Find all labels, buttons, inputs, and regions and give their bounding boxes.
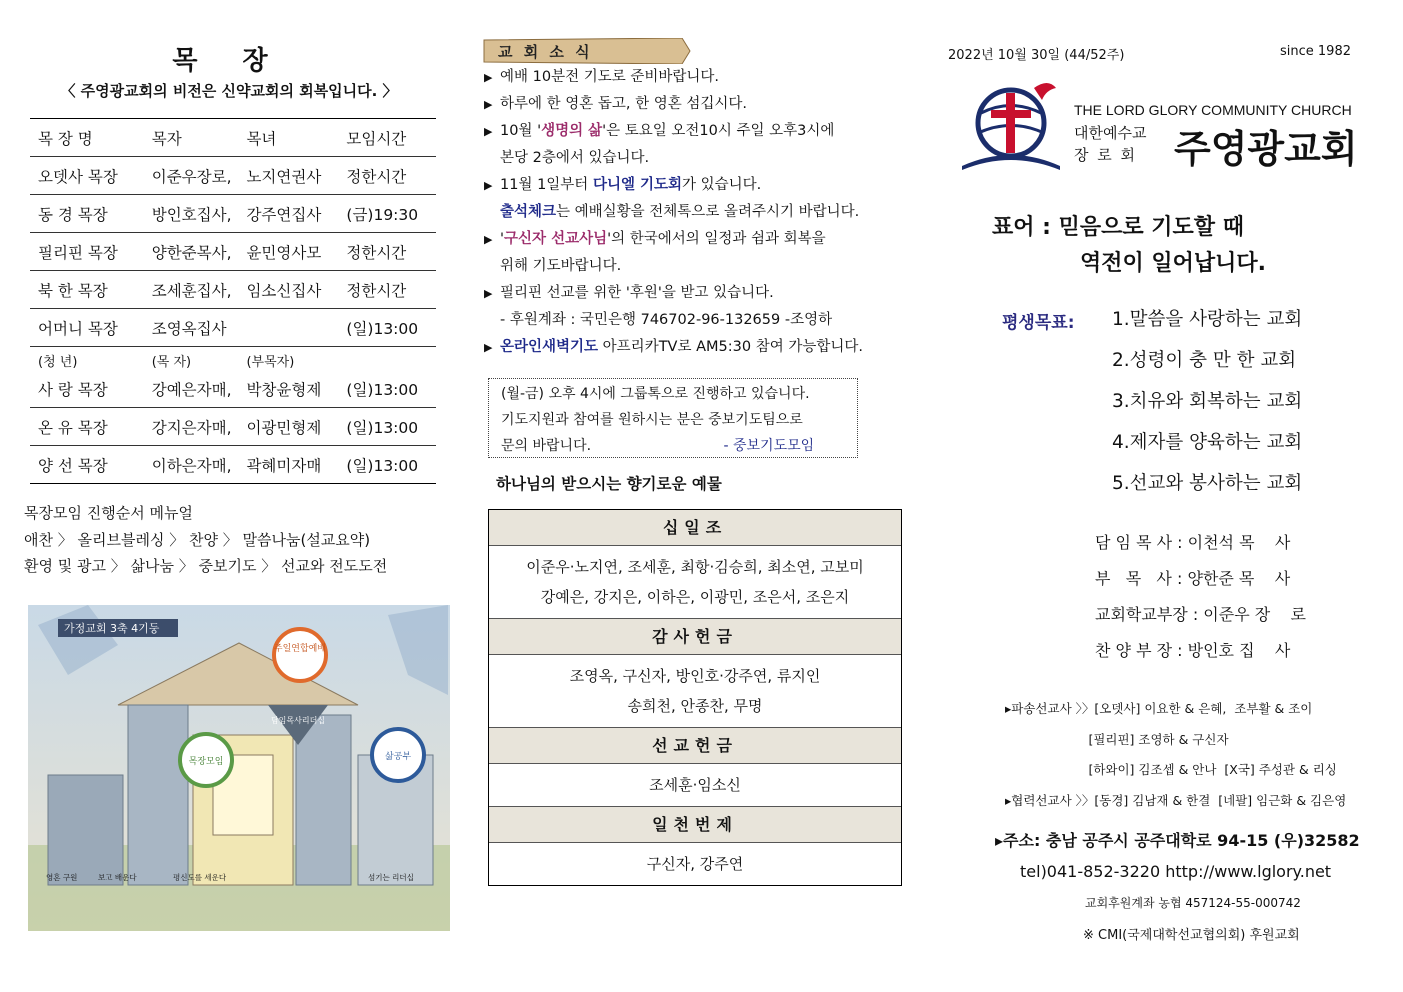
table-cell: (부목자)	[246, 355, 295, 370]
table-cell: (일)13:00	[338, 309, 436, 347]
staff-list	[1095, 530, 1306, 674]
circle1-text: 주일연합예배	[273, 644, 327, 654]
highlight-text: 구신자 선교사님	[504, 231, 608, 247]
meeting-order-menu	[24, 500, 387, 580]
table-cell: 온 유 목장	[30, 408, 144, 446]
table-cell: 목 장 명	[30, 119, 144, 157]
bullet-triangle-icon: ▶	[484, 233, 493, 246]
banner-text: 가정교회 3축 4기둥	[64, 622, 160, 635]
bottom-label-4: 섬기는 리더십	[368, 873, 414, 882]
offering-table	[488, 509, 902, 886]
box-line-1: (월-금) 오후 4시에 그룹톡으로 진행하고 있습니다.	[501, 386, 810, 402]
logo-denomination-1: 대한예수교	[1074, 124, 1147, 142]
table-cell: (일)13:00	[338, 446, 436, 484]
news-tag-text: 교 회 소 식	[498, 43, 593, 61]
motto-line-1: 표어 : 믿음으로 기도할 때	[992, 215, 1244, 240]
menu-line-1: 애찬 〉 올리브블레싱 〉 찬양 〉 말씀나눔(설교요약)	[24, 530, 371, 549]
staff-item: 찬 양 부 장 : 방인호 집 사	[1095, 641, 1291, 660]
table-cell: 목녀	[238, 119, 338, 157]
offering-name-line: 조영옥, 구신자, 방인호·강주연, 류지인	[569, 667, 821, 685]
table-cell: 조영옥집사	[144, 309, 239, 347]
news-text: 하루에 한 영혼 돕고, 한 영혼 섬깁시다.	[500, 96, 747, 112]
missionary-line: [필리핀] 조영하 & 구신자	[1005, 731, 1229, 747]
news-tag	[482, 38, 692, 64]
news-item	[470, 334, 900, 361]
news-item	[470, 118, 900, 172]
table-cell: 정한시간	[338, 233, 436, 271]
table-cell: 양 선 목장	[30, 446, 144, 484]
news-continuation: 위해 기도바랍니다.	[500, 258, 622, 274]
table-cell: 박창윤형제	[238, 370, 338, 408]
news-text: '	[500, 231, 504, 247]
staff-item: 담 임 목 사 : 이천석 목 사	[1095, 533, 1291, 552]
news-item	[470, 172, 900, 226]
news-continuation: 본당 2층에서 있습니다.	[500, 150, 650, 166]
box-line-3	[501, 433, 857, 459]
highlight-text: 출석체크	[500, 204, 557, 220]
news-item	[470, 226, 900, 280]
table-row	[30, 408, 436, 446]
offering-names	[489, 764, 901, 806]
table-subheader-row	[30, 347, 436, 371]
cmi-note: ※ CMI(국제대학선교협의회) 후원교회	[1083, 928, 1300, 943]
church-address: ▸주소: 충남 공주시 공주대학로 94-15 (우)32582	[995, 831, 1360, 850]
goal-item: 1.말씀을 사랑하는 교회	[1112, 309, 1303, 330]
lifetime-goals	[1112, 306, 1302, 511]
news-list	[470, 64, 900, 361]
offering-name-line: 강예은, 강지은, 이하은, 이광민, 조은서, 조은지	[540, 588, 850, 606]
missionary-line: ▸협력선교사 〉〉[동경] 김남재 & 한결 [네팔] 임근화 & 김은영	[1005, 792, 1347, 808]
table-cell: 곽혜미자매	[238, 446, 338, 484]
table-cell: (일)13:00	[338, 408, 436, 446]
support-account: 교회후원계좌 농협 457124-55-000742	[1085, 896, 1301, 910]
table-cell: 사 랑 목장	[30, 370, 144, 408]
highlight-text: 다니엘 기도회	[592, 177, 683, 193]
table-cell: 강주연집사	[238, 195, 338, 233]
table-cell: 목자	[144, 119, 239, 157]
bullet-triangle-icon: ▶	[484, 341, 493, 354]
logo-church-name: 주영광교회	[1174, 127, 1358, 171]
news-line	[500, 172, 900, 199]
news-text: 예배 10분전 기도로 준비바랍니다.	[500, 69, 719, 85]
news-item	[470, 280, 900, 334]
pillar-right	[296, 715, 351, 885]
church-logo	[956, 78, 1376, 178]
bottom-label-3: 평신도를 세운다	[173, 873, 227, 882]
bottom-label-1: 영혼 구원	[46, 873, 78, 882]
offering-name-line: 이준우·노지연, 조세훈, 최항·김승희, 최소연, 고보미	[526, 558, 864, 576]
logo-book-icon	[962, 155, 1060, 170]
table-cell: 양한준목사,	[144, 233, 239, 271]
table-cell: 정한시간	[338, 157, 436, 195]
news-text: '은 토요일 오전10시 주일 오후3시에	[602, 123, 835, 139]
logo-denomination-2: 장 로 회	[1074, 146, 1138, 164]
bulletin-date: 2022년 10월 30일 (44/52주)	[948, 48, 1125, 63]
table-row	[30, 157, 436, 195]
menu-title: 목장모임 진행순서 메뉴얼	[24, 504, 193, 522]
table-cell: (목 자)	[151, 355, 192, 370]
bullet-triangle-icon: ▶	[484, 287, 493, 300]
bottom-label-2: 보고 배운다	[98, 873, 137, 882]
news-line	[500, 334, 900, 361]
intercession-box	[488, 378, 858, 458]
center-text: 담임목사리더십	[270, 716, 326, 725]
news-line	[500, 226, 900, 253]
table-row	[30, 446, 436, 484]
mokjang-table	[30, 118, 436, 484]
offering-name-line: 구신자, 강주연	[646, 855, 744, 873]
table-cell	[238, 309, 338, 347]
table-row	[30, 195, 436, 233]
table-cell: 어머니 목장	[30, 309, 144, 347]
highlight-text: 온라인새벽기도	[500, 339, 599, 355]
missionary-list	[1005, 697, 1346, 819]
lifetime-goal-label: 평생목표:	[1002, 313, 1075, 333]
table-cell: 정한시간	[338, 271, 436, 309]
bullet-triangle-icon: ▶	[484, 125, 493, 138]
table-cell: 필리핀 목장	[30, 233, 144, 271]
offering-header: 일천번제	[489, 806, 901, 843]
table-cell: 강예은자매,	[144, 370, 239, 408]
news-line	[500, 280, 900, 307]
circle3-text: 삶공부	[384, 752, 412, 762]
table-cell: 이준우장로,	[144, 157, 239, 195]
table-cell: (청 년)	[38, 355, 78, 370]
news-item	[470, 91, 900, 118]
table-row	[30, 233, 436, 271]
table-cell: 강지은자매,	[144, 408, 239, 446]
table-cell	[338, 347, 436, 371]
offering-name-line: 조세훈·임소신	[649, 776, 741, 794]
motto-line-2: 역전이 일어납니다.	[1080, 251, 1267, 276]
missionary-line: ▸파송선교사 〉〉[오뎃사] 이요한 & 은혜, 조부활 & 조이	[1005, 701, 1313, 716]
offering-names	[489, 843, 901, 885]
highlight-text: 생명의 삶	[541, 123, 603, 139]
news-line	[500, 64, 900, 91]
offering-title: 하나님의 받으시는 향기로운 예물	[496, 475, 722, 493]
table-cell: 이하은자매,	[144, 446, 239, 484]
goal-item: 2.성령이 충 만 한 교회	[1112, 350, 1297, 371]
news-text: 가 있습니다.	[682, 177, 762, 193]
news-continuation: - 후원계좌 : 국민은행 746702-96-132659 -조영하	[500, 312, 833, 328]
table-cell: 동 경 목장	[30, 195, 144, 233]
table-cell: 북 한 목장	[30, 271, 144, 309]
church-contact[interactable]: tel)041-852-3220 http://www.lglory.net	[1020, 862, 1332, 881]
offering-name-line: 송희천, 안종찬, 무명	[627, 697, 763, 715]
missionary-line: [하와이] 김조셉 & 안나 [X국] 주성관 & 리싱	[1005, 762, 1337, 777]
news-item	[470, 64, 900, 91]
box-line-2: 기도지원과 참여를 원하시는 분은 중보기도팀으로	[501, 412, 803, 428]
table-row	[30, 370, 436, 408]
news-line	[500, 91, 900, 118]
news-text: 11월 1일부터	[500, 177, 593, 193]
logo-cross-icon	[1006, 93, 1015, 153]
table-cell: 이광민형제	[238, 408, 338, 446]
news-text: 10월 '	[500, 123, 542, 139]
table-cell: 노지연권사	[238, 157, 338, 195]
mokjang-title: 목 장	[172, 46, 286, 76]
offering-names	[489, 546, 901, 618]
staff-item: 교회학교부장 : 이준우 장 로	[1095, 605, 1307, 624]
table-cell: (금)19:30	[338, 195, 436, 233]
since-year: since 1982	[1280, 44, 1351, 59]
box-line-3-text: 문의 바랍니다.	[501, 438, 592, 454]
table-cell: 윤민영사모	[238, 233, 338, 271]
offering-header: 십일조	[489, 510, 901, 546]
circle2-text: 목장모임	[188, 757, 224, 767]
goal-item: 3.치유와 회복하는 교회	[1112, 391, 1303, 412]
offering-names	[489, 655, 901, 727]
table-row	[30, 309, 436, 347]
news-continuation	[500, 199, 900, 226]
goal-item: 5.선교와 봉사하는 교회	[1112, 473, 1303, 494]
logo-english-name: THE LORD GLORY COMMUNITY CHURCH	[1074, 102, 1352, 118]
staff-item: 부 목 사 : 양한준 목 사	[1095, 569, 1291, 588]
news-text: 필리핀 선교를 위한 '후원'을 받고 있습니다.	[500, 285, 774, 301]
offering-header: 감사헌금	[489, 618, 901, 655]
table-header-row	[30, 119, 436, 157]
offering-header: 선교헌금	[489, 727, 901, 764]
news-line	[500, 118, 900, 145]
bullet-triangle-icon: ▶	[484, 179, 493, 192]
table-cell: 방인호집사,	[144, 195, 239, 233]
circle-sunday-worship	[274, 629, 326, 681]
table-cell: (일)13:00	[338, 370, 436, 408]
pillar-left	[128, 705, 188, 885]
logo-dove-icon	[1034, 83, 1056, 100]
bullet-triangle-icon: ▶	[484, 71, 493, 84]
table-cell: 모임시간	[338, 119, 436, 157]
box-sign: - 중보기도모임	[723, 438, 815, 454]
pillar-far-left	[48, 775, 123, 885]
house-church-illustration	[28, 605, 450, 931]
bullet-triangle-icon: ▶	[484, 98, 493, 111]
news-text: 는 예배실황을 전체톡으로 올려주시기 바랍니다.	[556, 204, 860, 220]
news-text: 아프리카TV로 AM5:30 참여 가능합니다.	[598, 339, 863, 355]
table-cell: 오뎃사 목장	[30, 157, 144, 195]
menu-line-2: 환영 및 광고 〉 삶나눔 〉 중보기도 〉 선교와 전도도전	[24, 557, 388, 575]
table-cell: 임소신집사	[238, 271, 338, 309]
table-cell: 조세훈집사,	[144, 271, 239, 309]
table-row	[30, 271, 436, 309]
news-text: '의 한국에서의 일정과 쉼과 회복을	[607, 231, 826, 247]
vision-statement: 〈 주영광교회의 비전은 신약교회의 회복입니다. 〉	[60, 82, 398, 100]
goal-item: 4.제자를 양육하는 교회	[1112, 432, 1303, 453]
